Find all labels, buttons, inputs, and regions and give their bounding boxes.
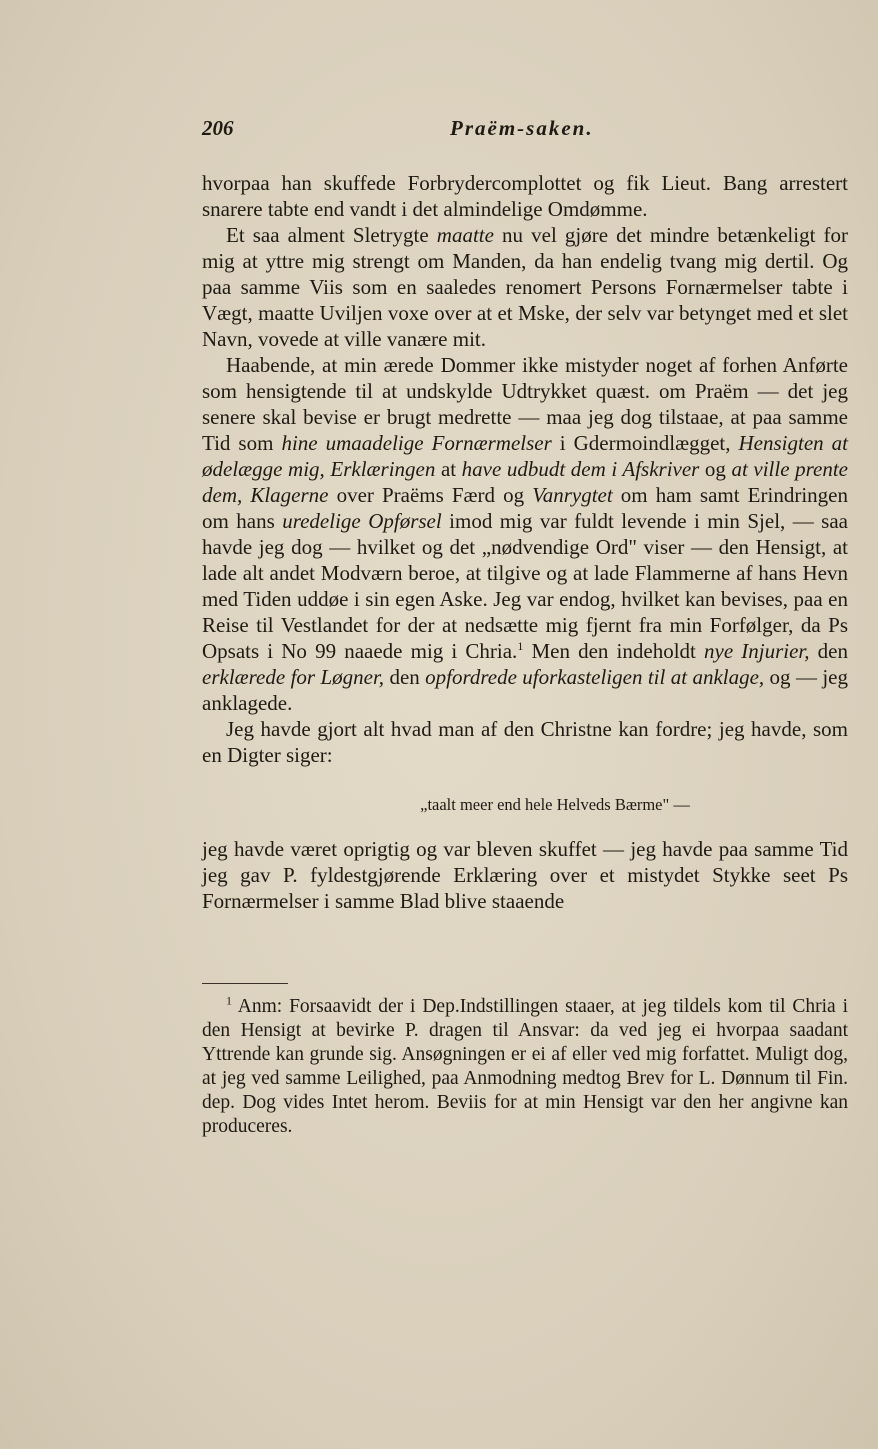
page-header [202, 116, 848, 146]
text-run: hvorpaa han skuffede Forbrydercomplottet og fik Lieut. Bang arrestert snarere tabte end vandt i det almindelige Omdømme. [202, 171, 848, 221]
text-run: Haabende, at min ærede Dommer ikke mistyder noget af forhen Anførte som hensigtende til at undskylde Udtrykket quæst. om Praëm — det jeg senere skal bevise er brugt medrette — maa jeg dog tilstaae, at paa samme Tid som [202, 353, 848, 455]
footnote [202, 995, 848, 1139]
italic-text: have udbudt dem i Afskriver [461, 457, 700, 481]
running-title: Praëm-saken. [450, 116, 594, 140]
body-text [202, 170, 848, 914]
italic-text: Vanrygtet [532, 483, 613, 507]
text-run: Men den indeholdt [523, 639, 704, 663]
text-run: og [699, 457, 732, 481]
text-run: den [809, 639, 848, 663]
italic-text: uredelige Opførsel [282, 509, 442, 533]
footnote-rule [202, 983, 288, 984]
footnote-marker: 1 [517, 639, 524, 653]
text-run: i Gdermoindlægget, [551, 431, 739, 455]
text-run: Et saa alment Sletrygte [226, 223, 437, 247]
page-number: 206 [202, 116, 234, 140]
italic-text: Hensigten at ødelægge mig, Erklæringen [202, 431, 849, 481]
verse-quote: „taalt meer end hele Helveds Bærme" — [420, 795, 690, 814]
paragraph-1 [202, 170, 848, 222]
text-run: om ham samt Erindringen om hans [202, 483, 848, 533]
text-run: og — jeg anklagede. [202, 665, 848, 715]
italic-text: erklærede for Løgner, [202, 665, 385, 689]
paragraph-4 [202, 716, 848, 768]
footnote-marker: 1 [226, 993, 232, 1008]
text-run: den [384, 665, 426, 689]
paragraph-5 [202, 836, 848, 914]
text-run: imod mig var fuldt levende i min Sjel, — saa havde jeg dog — hvilket og det „nødvendige Ord" viser — den Hensigt, at lade alt andet Modværn beroe, at tilgive og at lade Flammerne af hans Hevn med Tiden uddøe i sin egen Aske. Jeg var endog, hvilket kan bevises, paa en Reise til Vestlandet for der at nedsætte mig fjernt fra min Forfølger, da Ps Opsats i No 99 naaede mig i Chria. [202, 509, 848, 663]
text-run: jeg havde været oprigtig og var bleven skuffet — jeg havde paa samme Tid jeg gav P. fyldestgjørende Erklæring over et mistydet Stykke seet Ps Fornærmelser i samme Blad blive staaende [202, 837, 848, 913]
italic-text: maatte [436, 223, 494, 247]
text-run: over Praëms Færd og [328, 483, 533, 507]
text-run: Anm: Forsaavidt der i Dep.Indstillingen staaer, at jeg tildels kom til Chria i den Hensigt at bevirke P. dragen til Ansvar: da ved jeg ei hvorpaa saadant Yttrende kan grunde sig. Ansøgningen er ei af eller ved mig forfattet. Muligt dog, at jeg ved samme Leilighed, paa Anmodning medtog Brev for L. Dønnum til Fin. dep. Dog vides Intet herom. Beviis for at min Hensigt var den her angivne kan produceres. [202, 996, 848, 1137]
text-run: at [435, 457, 462, 481]
italic-text: hine umaadelige Fornærmelser [281, 431, 552, 455]
italic-text: opfordrede uforkasteligen til at anklage, [425, 665, 765, 689]
italic-text: nye Injurier, [704, 639, 810, 663]
paragraph-2 [202, 222, 848, 352]
paragraph-3 [202, 352, 848, 716]
text-run: Jeg havde gjort alt hvad man af den Christne kan fordre; jeg havde, som en Digter siger: [202, 717, 848, 767]
text-run: nu vel gjøre det mindre betænkeligt for mig at yttre mig strengt om Manden, da han endelig tvang mig dertil. Og paa samme Viis som en saaledes renomert Persons Fornærmelser tabte i Vægt, maatte Uviljen voxe over at et Mske, der selv var betynget med et slet Navn, vovede at ville vanære mit. [202, 223, 848, 351]
italic-text: at ville prente dem, Klagerne [202, 457, 848, 507]
